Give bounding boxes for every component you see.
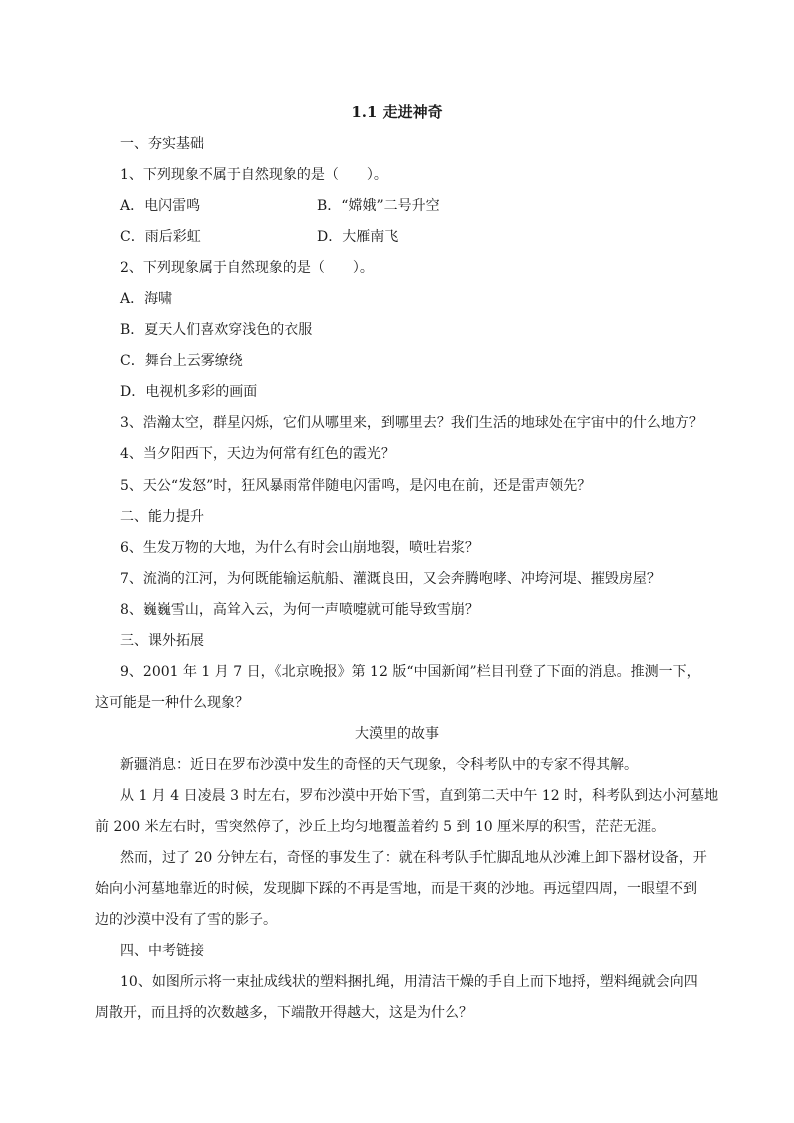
question-6: 6、生发万物的大地，为什么有时会山崩地裂，喷吐岩浆？ — [120, 540, 479, 556]
story-paragraph-2-line-2: 前 200 米左右时，雪突然停了，沙丘上均匀地覆盖着约 5 到 10 厘米厚的积雪，茫茫无涯。 — [95, 819, 666, 835]
question-2-stem: 2、下列现象属于自然现象的是（ ）。 — [120, 260, 374, 276]
question-8: 8、巍巍雪山，高耸入云，为何一声喷嚏就可能导致雪崩？ — [120, 602, 479, 618]
story-paragraph-2-line-1: 从 1 月 4 日凌晨 3 时左右，罗布沙漠中开始下雪，直到第二天中午 12 时，科考队到达小河墓地 — [120, 788, 719, 804]
story-paragraph-3-line-3: 边的沙漠中没有了雪的影子。 — [95, 912, 277, 928]
section-heading-extension: 三、课外拓展 — [120, 633, 204, 649]
section-heading-basics: 一、夯实基础 — [120, 136, 204, 152]
question-10-line-2: 周散开，而且捋的次数越多，下端散开得越大，这是为什么？ — [95, 1005, 473, 1021]
question-7: 7、流淌的江河，为何既能输运航船、灌溉良田，又会奔腾咆哮、冲垮河堤、摧毁房屋？ — [120, 571, 661, 587]
question-9-line-1: 9、2001 年 1 月 7 日，《北京晚报》第 12 版“中国新闻”栏目刊登了下面的消息。推测一下， — [120, 664, 701, 680]
story-paragraph-1: 新疆消息：近日在罗布沙漠中发生的奇怪的天气现象，令科考队中的专家不得其解。 — [120, 757, 638, 773]
story-title: 大漠里的故事 — [355, 726, 439, 742]
question-2-option-a: A．海啸 — [120, 291, 173, 307]
question-5: 5、天公“发怒”时，狂风暴雨常伴随电闪雷鸣，是闪电在前，还是雷声领先？ — [120, 478, 592, 494]
story-paragraph-3-line-1: 然而，过了 20 分钟左右，奇怪的事发生了：就在科考队手忙脚乱地从沙滩上卸下器材设备，开 — [120, 850, 707, 866]
section-heading-exam-link: 四、中考链接 — [120, 943, 204, 959]
question-1-option-a: A．电闪雷鸣 — [120, 198, 201, 214]
question-2-option-b: B．夏天人们喜欢穿浅色的衣服 — [120, 322, 313, 338]
question-4: 4、当夕阳西下，天边为何常有红色的霞光？ — [120, 446, 395, 462]
question-3: 3、浩瀚太空，群星闪烁，它们从哪里来，到哪里去？我们生活的地球处在宇宙中的什么地方？ — [120, 415, 703, 431]
story-paragraph-3-line-2: 始向小河墓地靠近的时候，发现脚下踩的不再是雪地，而是干爽的沙地。再远望四周，一眼望不到 — [95, 881, 697, 897]
question-1-option-b: B．“嫦娥”二号升空 — [317, 198, 440, 214]
question-2-option-d: D．电视机多彩的画面 — [120, 384, 258, 400]
question-1-option-d: D．大雁南飞 — [317, 229, 399, 245]
question-2-option-c: C．舞台上云雾缭绕 — [120, 353, 243, 369]
question-10-line-1: 10、如图所示将一束扯成线状的塑料捆扎绳，用清洁干燥的手自上而下地捋，塑料绳就会向四 — [120, 974, 698, 990]
page-title: 1.1 走进神奇 — [351, 103, 443, 121]
section-heading-ability: 二、能力提升 — [120, 509, 204, 525]
question-9-line-2: 这可能是一种什么现象？ — [95, 695, 249, 711]
question-1-stem: 1、下列现象不属于自然现象的是（ ）。 — [120, 167, 388, 183]
question-1-option-c: C．雨后彩虹 — [120, 229, 201, 245]
